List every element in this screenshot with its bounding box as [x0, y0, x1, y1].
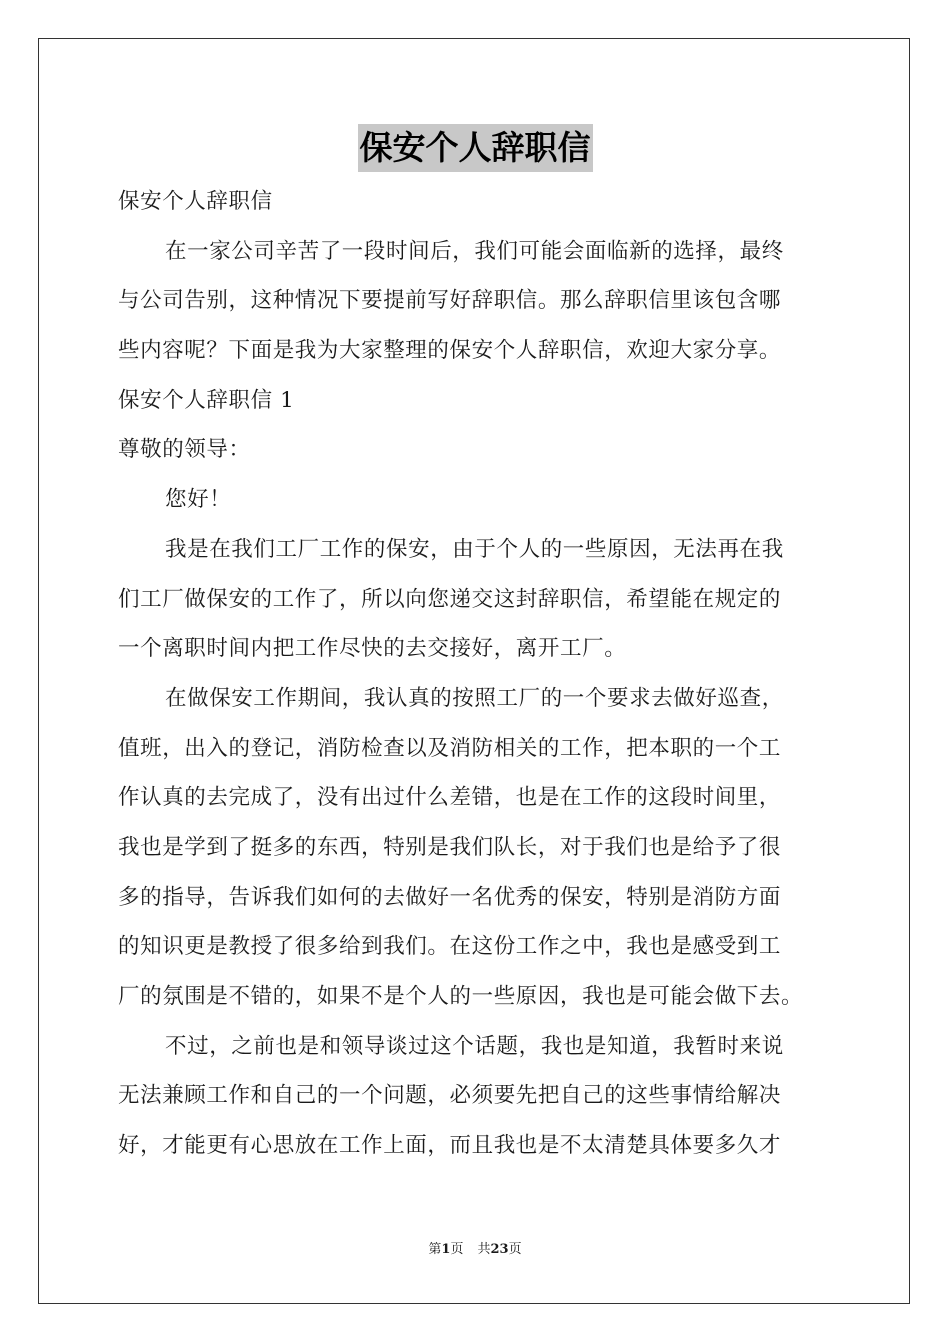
text-line: 些内容呢？下面是我为大家整理的保安个人辞职信，欢迎大家分享。: [118, 338, 782, 364]
text-line: 保安个人辞职信: [118, 189, 273, 214]
text-line: 不过，之前也是和领导谈过这个话题，我也是知道，我暂时来说: [165, 1033, 784, 1059]
title-container: [0, 124, 950, 172]
text-line: 尊敬的领导：: [118, 437, 251, 463]
total-pages: 23: [490, 1242, 509, 1257]
document-body: [118, 177, 836, 1171]
text-line: 厂的氛围是不错的，如果不是个人的一些原因，我也是可能会做下去。: [118, 984, 804, 1009]
page-label-suffix: 页: [450, 1242, 464, 1257]
text-line: 一个离职时间内把工作尽快的去交接好，离开工厂。: [118, 636, 627, 662]
page-footer: [0, 1238, 950, 1257]
text-line: 们工厂做保安的工作了，所以向您递交这封辞职信，希望能在规定的: [118, 586, 782, 612]
text-line: 好，才能更有心思放在工作上面，而且我也是不太清楚具体要多久才: [118, 1133, 782, 1159]
text-line: 无法兼顾工作和自己的一个问题，必须要先把自己的这些事情给解决: [118, 1083, 782, 1109]
text-line: 值班，出入的登记，消防检查以及消防相关的工作，把本职的一个工: [118, 735, 782, 761]
document-title: 保安个人辞职信: [358, 124, 593, 172]
text-line: 作认真的去完成了，没有出过什么差错，也是在工作的这段时间里，: [118, 785, 782, 811]
page-number: 1: [441, 1242, 451, 1257]
page-label-prefix: 第: [428, 1242, 442, 1257]
text-line: 的知识更是教授了很多给到我们。在这份工作之中，我也是感受到工: [118, 934, 782, 960]
text-line: 我是在我们工厂工作的保安，由于个人的一些原因，无法再在我: [165, 536, 784, 562]
text-line: 保安个人辞职信 1: [118, 387, 295, 413]
text-line: 与公司告别，这种情况下要提前写好辞职信。那么辞职信里该包含哪: [118, 288, 782, 314]
total-label-suffix: 页: [508, 1242, 522, 1257]
text-line: 多的指导，告诉我们如何的去做好一名优秀的保安，特别是消防方面: [118, 884, 782, 910]
total-label-prefix: 共: [477, 1242, 491, 1257]
text-line: 您好！: [165, 487, 232, 513]
text-line: 我也是学到了挺多的东西，特别是我们队长，对于我们也是给予了很: [118, 834, 782, 860]
text-line: 在一家公司辛苦了一段时间后，我们可能会面临新的选择，最终: [165, 238, 784, 264]
text-line: 在做保安工作期间，我认真的按照工厂的一个要求去做好巡查，: [165, 685, 784, 711]
